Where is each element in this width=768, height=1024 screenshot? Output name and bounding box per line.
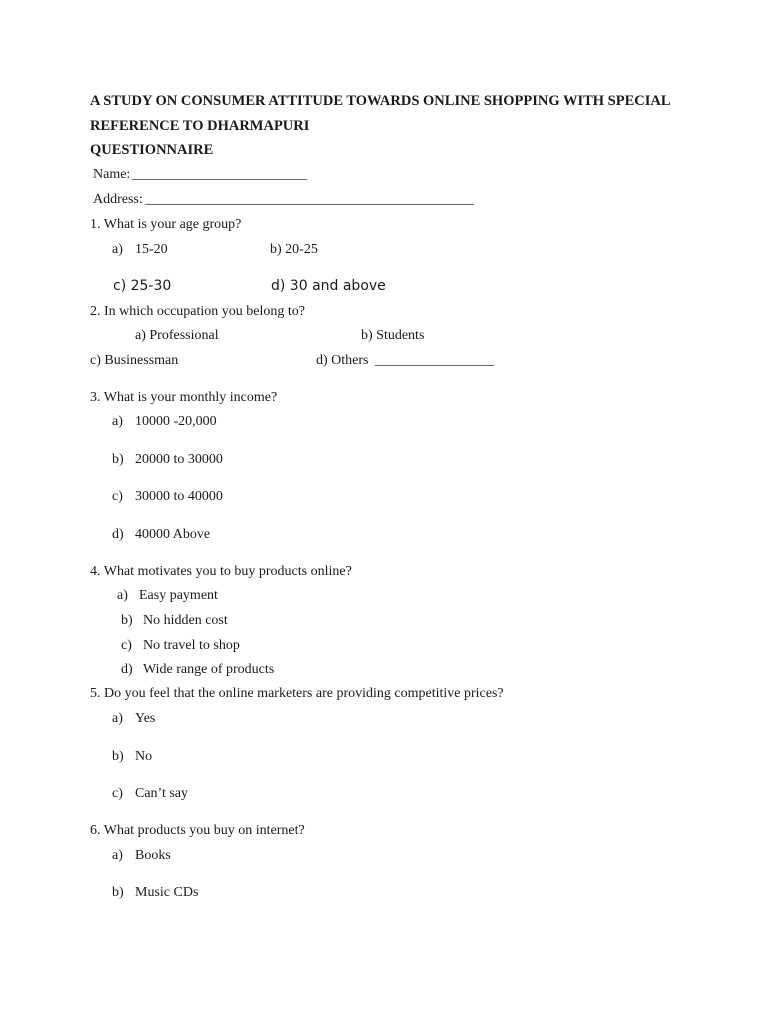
document-title-line-2: REFERENCE TO DHARMAPURI xyxy=(90,118,310,134)
name-blank-field: _________________________ xyxy=(132,167,307,182)
q1-option-c: c) 25-30 xyxy=(113,278,172,294)
q4-option-marker: c) xyxy=(121,638,132,653)
q2-option-a: a) Professional xyxy=(135,328,219,343)
q4-option-marker: d) xyxy=(121,662,133,677)
q5-option-text: Can’t say xyxy=(135,786,189,801)
question-3: 3. What is your monthly income? xyxy=(90,390,278,405)
address-label: Address: xyxy=(93,192,143,207)
q5-option-marker: a) xyxy=(112,711,123,726)
q3-option-text: 20000 to 30000 xyxy=(135,452,223,467)
q4-option-text: No travel to shop xyxy=(143,638,240,653)
question-1: 1. What is your age group? xyxy=(90,217,242,232)
q5-option-text: No xyxy=(135,749,153,764)
question-6: 6. What products you buy on internet? xyxy=(90,823,305,838)
q2-option-c: c) Businessman xyxy=(90,353,179,368)
question-5: 5. Do you feel that the online marketers are providing competitive prices? xyxy=(90,686,504,701)
document-title-line-1: A STUDY ON CONSUMER ATTITUDE TOWARDS ONLINE SHOPPING WITH SPECIAL xyxy=(90,93,671,109)
q6-option-text: Music CDs xyxy=(135,885,199,900)
q6-option-marker: b) xyxy=(112,885,124,900)
question-2: 2. In which occupation you belong to? xyxy=(90,304,306,319)
q4-option-text: Easy payment xyxy=(139,588,218,603)
q3-option-marker: b) xyxy=(112,452,124,467)
q3-option-text: 10000 -20,000 xyxy=(135,414,217,429)
q6-option-text: Books xyxy=(135,848,171,863)
q4-option-text: Wide range of products xyxy=(143,662,275,677)
q1-option-b: b) 20-25 xyxy=(270,242,318,257)
q2-option-b: b) Students xyxy=(361,328,425,343)
q1-option-a-marker: a) xyxy=(112,242,123,257)
q6-option-marker: a) xyxy=(112,848,123,863)
q4-option-marker: a) xyxy=(117,588,128,603)
name-label: Name: xyxy=(93,167,131,182)
q3-option-text: 40000 Above xyxy=(135,527,211,542)
q2-option-d: d) Others xyxy=(316,353,369,368)
q3-option-text: 30000 to 40000 xyxy=(135,489,223,504)
q4-option-marker: b) xyxy=(121,613,133,628)
q3-option-marker: d) xyxy=(112,527,124,542)
address-blank-field: _______________________________________________ xyxy=(145,192,474,207)
q5-option-text: Yes xyxy=(135,711,156,726)
questionnaire-heading: QUESTIONNAIRE xyxy=(90,142,214,158)
q1-option-d: d) 30 and above xyxy=(271,278,386,294)
q3-option-marker: c) xyxy=(112,489,123,504)
q4-option-text: No hidden cost xyxy=(143,613,228,628)
q5-option-marker: c) xyxy=(112,786,123,801)
question-4: 4. What motivates you to buy products online? xyxy=(90,564,352,579)
q2-others-blank-field: _________________ xyxy=(375,353,494,368)
q3-option-marker: a) xyxy=(112,414,123,429)
q5-option-marker: b) xyxy=(112,749,124,764)
q1-option-a: 15-20 xyxy=(135,242,168,257)
